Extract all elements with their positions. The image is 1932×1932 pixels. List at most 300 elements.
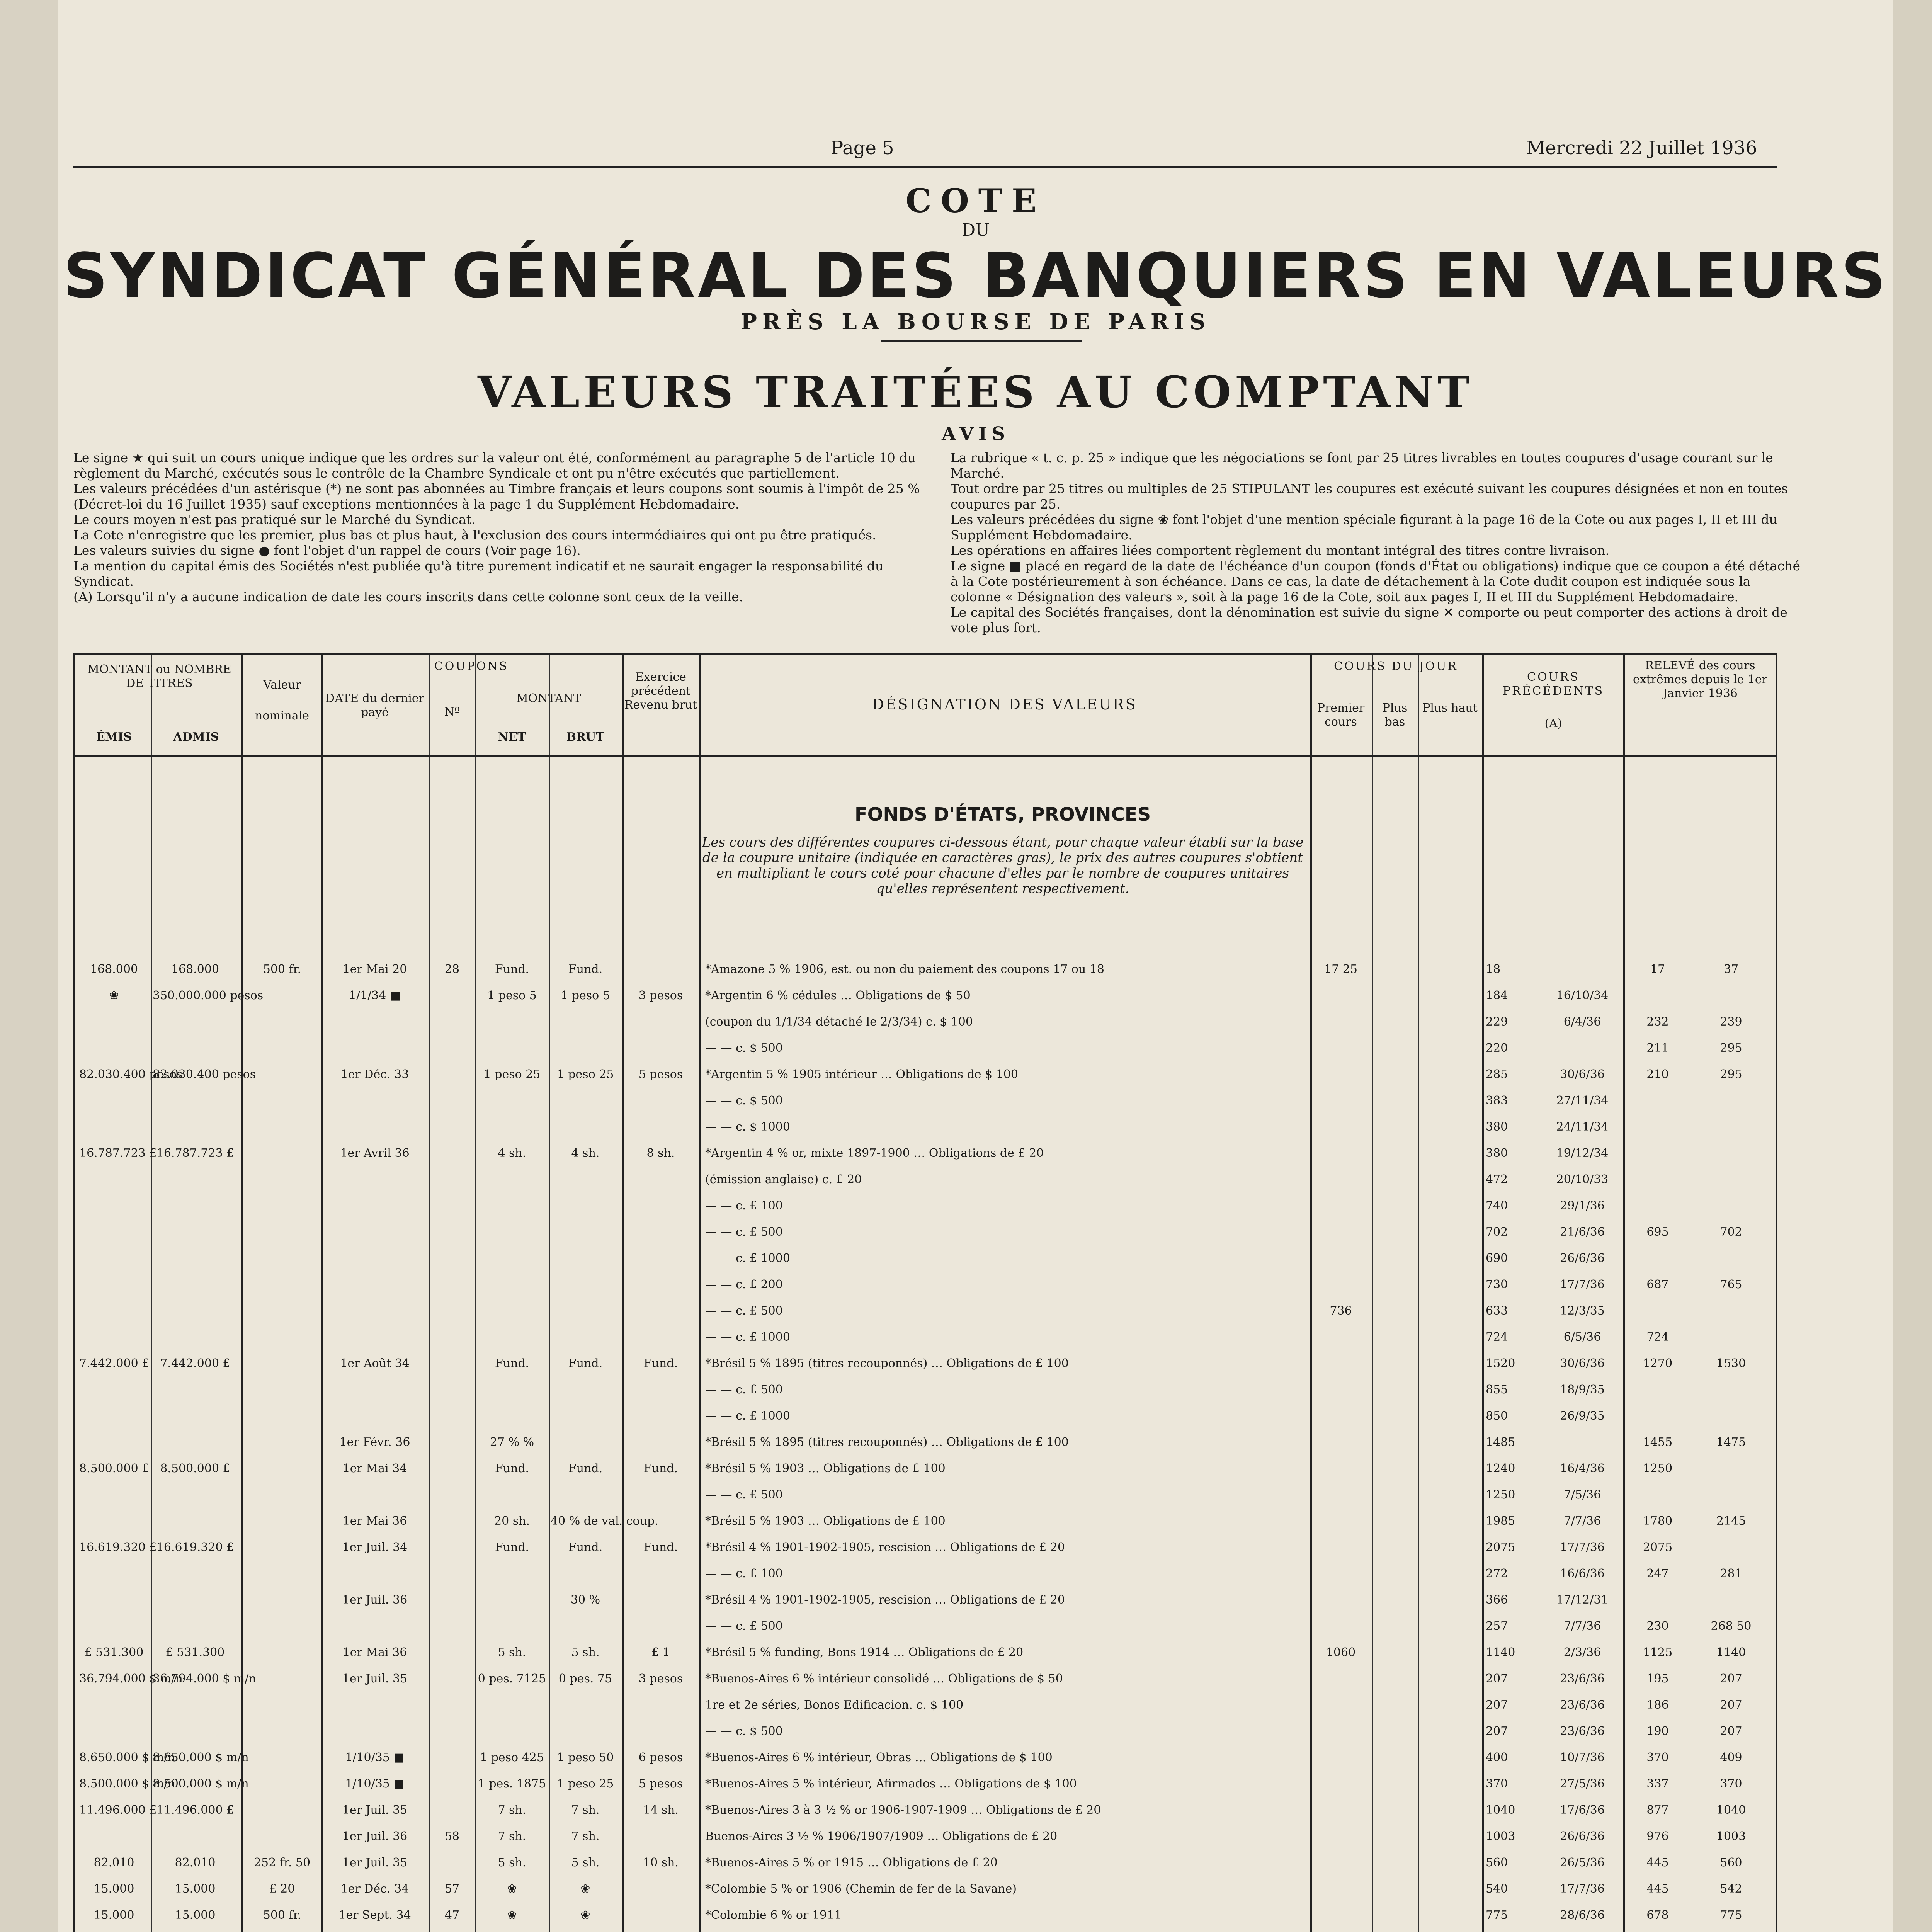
section-heading: VALEURS TRAITÉES AU COMPTANT	[478, 367, 1474, 418]
cell-previous-date: 7/5/36	[1563, 1488, 1601, 1502]
cell-previous-price: 207	[1486, 1725, 1508, 1738]
cell-designation: *Brésil 5 % funding, Bons 1914 … Obligations de £ 20	[705, 1646, 1024, 1659]
cell-range-high: 295	[1720, 1041, 1742, 1055]
cell-previous-date: 26/9/35	[1560, 1409, 1605, 1423]
table-row	[75, 1433, 1776, 1452]
cell-range-high: 207	[1720, 1672, 1742, 1685]
cell-designation: *Brésil 4 % 1901-1902-1905, rescision … Obligations de £ 20	[705, 1541, 1065, 1554]
cell-coupon-net: Fund.	[495, 1462, 529, 1475]
cell-range-low: 247	[1646, 1567, 1669, 1580]
table-row	[75, 1249, 1776, 1268]
cell-coupon-net: 27 % %	[490, 1435, 534, 1449]
cell-coupon-number: 57	[444, 1882, 460, 1896]
cell-previous-date: 21/6/36	[1560, 1225, 1605, 1239]
cell-coupon-net: 1 pes. 1875	[478, 1777, 546, 1791]
newspaper-page	[58, 0, 1893, 1932]
table-row	[75, 1880, 1776, 1898]
cell-coupon-brut: 7 sh.	[571, 1830, 600, 1843]
cell-nominal: £ 20	[269, 1882, 295, 1896]
col-precedents: COURS PRÉCÉDENTS	[1502, 670, 1604, 698]
cell-coupon-date: 1er Juil. 34	[342, 1541, 408, 1554]
avis-left-column	[73, 450, 923, 605]
cell-range-high: 37	[1723, 963, 1739, 976]
cell-coupon-brut: Fund.	[568, 1357, 603, 1370]
table-row	[75, 1538, 1776, 1557]
cell-range-low: 211	[1646, 1041, 1669, 1055]
cell-revenue: 3 pesos	[638, 989, 683, 1002]
cell-coupon-brut: 1 peso 50	[557, 1751, 614, 1764]
col-premier: Premier cours	[1317, 701, 1365, 729]
cell-emis: 82.010	[94, 1856, 134, 1869]
cell-previous-price: 400	[1486, 1751, 1508, 1764]
table-row	[75, 1065, 1776, 1084]
cell-coupon-net: Fund.	[495, 1357, 529, 1370]
cell-previous-date: 27/11/34	[1556, 1094, 1609, 1107]
cell-designation: *Argentin 5 % 1905 intérieur … Obligations de $ 100	[705, 1068, 1018, 1081]
cell-admis: 350.000.000 pesos	[153, 989, 264, 1002]
col-bas: Plus bas	[1382, 701, 1408, 729]
cell-previous-price: 724	[1486, 1330, 1508, 1344]
col-nominale: nominale	[255, 709, 309, 723]
cell-coupon-brut: ❀	[580, 1908, 590, 1922]
quotes-table	[73, 653, 1777, 1932]
masthead-subtitle: PRÈS LA BOURSE DE PARIS	[740, 309, 1211, 335]
table-row	[75, 1617, 1776, 1636]
cell-previous-price: 472	[1486, 1173, 1508, 1186]
cell-previous-price: 1520	[1486, 1357, 1515, 1370]
cell-emis: 8.500.000 $ m/n	[79, 1777, 175, 1791]
cell-coupon-date: 1er Mai 34	[342, 1462, 407, 1475]
cell-range-high: 1140	[1716, 1646, 1746, 1659]
table-row	[75, 1801, 1776, 1820]
cell-revenue: 3 pesos	[638, 1672, 683, 1685]
cell-range-high: 765	[1720, 1278, 1742, 1291]
cell-previous-price: 1003	[1486, 1830, 1515, 1843]
cell-previous-price: 702	[1486, 1225, 1508, 1239]
cell-previous-price: 229	[1486, 1015, 1508, 1029]
table-row	[75, 960, 1776, 979]
cell-previous-date: 2/3/36	[1563, 1646, 1601, 1659]
cell-previous-price: 1140	[1486, 1646, 1515, 1659]
cell-previous-price: 1985	[1486, 1514, 1515, 1528]
cell-previous-date: 30/6/36	[1560, 1357, 1605, 1370]
cell-range-low: 1455	[1643, 1435, 1673, 1449]
cell-designation: 1re et 2e séries, Bonos Edificacion. c. $ 100	[705, 1698, 964, 1712]
cell-previous-date: 17/7/36	[1560, 1278, 1605, 1291]
cell-coupon-date: 1er Mai 36	[342, 1514, 407, 1528]
col-precedents-note: (A)	[1544, 717, 1562, 730]
cell-coupon-brut: Fund.	[568, 1462, 603, 1475]
cell-coupon-net: 7 sh.	[498, 1803, 526, 1817]
cell-coupon-date: 1er Juil. 36	[342, 1830, 408, 1843]
cell-admis: 16.787.723 £	[156, 1146, 234, 1160]
table-row	[75, 1328, 1776, 1347]
col-releve: RELEVÉ des cours extrêmes depuis le 1er Janvier 1936	[1633, 659, 1768, 700]
cell-designation: — — c. $ 1000	[705, 1120, 790, 1134]
table-row	[75, 1512, 1776, 1531]
table-row	[75, 1827, 1776, 1846]
cell-range-high: 268 50	[1711, 1619, 1752, 1633]
cell-previous-date: 16/4/36	[1560, 1462, 1605, 1475]
cell-coupon-net: 4 sh.	[498, 1146, 526, 1160]
cell-designation: *Brésil 5 % 1903 … Obligations de £ 100	[705, 1462, 946, 1475]
cell-range-low: 17	[1650, 963, 1665, 976]
masthead-du: DU	[961, 220, 990, 240]
cell-previous-price: 220	[1486, 1041, 1508, 1055]
cell-revenue: 10 sh.	[643, 1856, 679, 1869]
cell-previous-date: 24/11/34	[1556, 1120, 1609, 1134]
cell-coupon-number: 47	[444, 1908, 460, 1922]
cell-previous-price: 1040	[1486, 1803, 1515, 1817]
col-valeur: Valeur	[263, 678, 301, 692]
cell-designation: — — c. £ 1000	[705, 1330, 790, 1344]
cell-designation: *Colombie 5 % or 1906 (Chemin de fer de la Savane)	[705, 1882, 1017, 1896]
cell-previous-price: 1250	[1486, 1488, 1515, 1502]
cell-coupon-date: 1er Mai 20	[342, 963, 407, 976]
cell-previous-date: 16/10/34	[1556, 989, 1609, 1002]
cell-previous-date: 18/9/35	[1560, 1383, 1605, 1396]
cell-range-low: 445	[1646, 1856, 1669, 1869]
cell-coupon-date: 1er Août 34	[340, 1357, 410, 1370]
col-montant: MONTANT ou NOMBRE DE TITRES	[87, 663, 231, 690]
cell-previous-date: 19/12/34	[1556, 1146, 1609, 1160]
cell-range-high: 1003	[1716, 1830, 1746, 1843]
cell-designation: *Brésil 5 % 1895 (titres recouponnés) … Obligations de £ 100	[705, 1435, 1069, 1449]
cell-range-high: 560	[1720, 1856, 1742, 1869]
cell-previous-price: 690	[1486, 1252, 1508, 1265]
cell-admis: 82.030.400 pesos	[153, 1068, 256, 1081]
col-designation: DÉSIGNATION DES VALEURS	[872, 696, 1137, 713]
cell-designation: *Buenos-Aires 6 % intérieur consolidé … Obligations de $ 50	[705, 1672, 1063, 1685]
cell-coupon-date: 1/1/34 ■	[349, 989, 401, 1002]
cell-designation: — — c. £ 200	[705, 1278, 783, 1291]
cell-coupon-brut: 5 sh.	[571, 1856, 600, 1869]
cell-range-high: 370	[1720, 1777, 1742, 1791]
cell-designation: — — c. £ 500	[705, 1619, 783, 1633]
table-row	[75, 1670, 1776, 1688]
section-title: FONDS D'ÉTATS, PROVINCES	[854, 804, 1151, 825]
cell-revenue: 5 pesos	[638, 1068, 683, 1081]
cell-designation: — — c. £ 1000	[705, 1409, 790, 1423]
avis-paragraph: Le cours moyen n'est pas pratiqué sur le Marché du Syndicat.	[73, 512, 476, 527]
avis-paragraph: Les valeurs suivies du signe ● font l'objet d'un rappel de cours (Voir page 16).	[73, 543, 581, 558]
cell-coupon-brut: ❀	[580, 1882, 590, 1896]
cell-designation: — — c. $ 500	[705, 1725, 783, 1738]
cell-previous-price: 370	[1486, 1777, 1508, 1791]
col-net: NET	[498, 730, 526, 744]
cell-coupon-date: 1er Déc. 33	[340, 1068, 409, 1081]
table-row	[75, 1354, 1776, 1373]
avis-paragraph: Tout ordre par 25 titres ou multiples de 25 STIPULANT les coupures est exécuté suivant les coupures désignées et non en toutes coupures par 25.	[951, 481, 1788, 512]
cell-previous-date: 29/1/36	[1560, 1199, 1605, 1213]
avis-right-column	[951, 450, 1801, 636]
cell-coupon-net: Fund.	[495, 963, 529, 976]
cell-admis: 15.000	[175, 1882, 216, 1896]
masthead-cote: COTE	[905, 182, 1046, 220]
cell-range-low: 190	[1646, 1725, 1669, 1738]
cell-range-high: 775	[1720, 1908, 1742, 1922]
cell-emis: ❀	[109, 989, 119, 1002]
cell-coupon-net: 1 peso 425	[480, 1751, 544, 1764]
cell-previous-date: 10/7/36	[1560, 1751, 1605, 1764]
avis-paragraph: La mention du capital émis des Sociétés n'est publiée qu'à titre purement indicatif et ne saurait engager la responsabilité du Syndicat.	[73, 558, 884, 589]
cell-coupon-date: 1er Févr. 36	[339, 1435, 410, 1449]
cell-revenue: Fund.	[643, 1462, 678, 1475]
cell-admis: £ 531.300	[165, 1646, 225, 1659]
cell-designation: *Buenos-Aires 5 % intérieur, Afirmados … Obligations de $ 100	[705, 1777, 1077, 1791]
header-rule	[73, 166, 1777, 168]
cell-previous-price: 184	[1486, 989, 1508, 1002]
table-row	[75, 1092, 1776, 1110]
cell-coupon-date: 1er Avril 36	[340, 1146, 410, 1160]
cell-range-high: 239	[1720, 1015, 1742, 1029]
col-coupons: COUPONS	[434, 660, 509, 673]
table-row	[75, 1459, 1776, 1478]
cell-previous-price: 730	[1486, 1278, 1508, 1291]
masthead-title: SYNDICAT GÉNÉRAL DES BANQUIERS EN VALEURS	[63, 240, 1888, 312]
section-intro: Les cours des différentes coupures ci-dessous étant, pour chaque valeur établi sur la base de la coupure unitaire (indiquée en caractères gras), le prix des autres coupures s'obtient en multipliant le cours coté pour chacune d'elles par le nombre de coupures unitaires qu'elles représentent respectivement.	[702, 835, 1304, 896]
cell-admis: 8.500.000 £	[160, 1462, 230, 1475]
cell-range-high: 295	[1720, 1068, 1742, 1081]
cell-coupon-net: 0 pes. 7125	[478, 1672, 546, 1685]
cell-range-low: 1250	[1643, 1462, 1673, 1475]
cell-admis: 11.496.000 £	[156, 1803, 234, 1817]
cell-range-high: 409	[1720, 1751, 1742, 1764]
cell-first-price: 17 25	[1324, 963, 1357, 976]
avis-paragraph: Le signe ★ qui suit un cours unique indique que les ordres sur la valeur ont été, conformément au paragraphe 5 de l'article 10 du règlement du Marché, exécutés sous le contrôle de la Chambre Syndicale et ont pu n'être exécutés que partiellement.	[73, 450, 916, 481]
cell-admis: 36.794.000 $ m/n	[153, 1672, 256, 1685]
cell-previous-price: 855	[1486, 1383, 1508, 1396]
cell-revenue: 5 pesos	[638, 1777, 683, 1791]
cell-revenue: 6 pesos	[638, 1751, 683, 1764]
cell-range-high: 281	[1720, 1567, 1742, 1580]
cell-designation: — — c. $ 500	[705, 1041, 783, 1055]
cell-admis: 8.500.000 $ m/n	[153, 1777, 249, 1791]
table-row	[75, 1775, 1776, 1793]
cell-coupon-brut: 1 peso 25	[557, 1068, 614, 1081]
cell-emis: 16.619.320 £	[79, 1541, 157, 1554]
cell-range-low: 370	[1646, 1751, 1669, 1764]
cell-coupon-brut: 30 %	[570, 1593, 600, 1607]
cell-previous-price: 1485	[1486, 1435, 1515, 1449]
avis-paragraph: Les opérations en affaires liées comportent règlement du montant intégral des titres contre livraison.	[951, 543, 1609, 558]
cell-coupon-net: 5 sh.	[498, 1646, 526, 1659]
cell-range-low: 1125	[1643, 1646, 1673, 1659]
table-row	[75, 1748, 1776, 1767]
cell-range-low: 695	[1646, 1225, 1669, 1239]
header-separator	[75, 755, 1776, 757]
scan-left-margin	[0, 0, 58, 1932]
cell-nominal: 500 fr.	[263, 1908, 301, 1922]
cell-range-high: 1040	[1716, 1803, 1746, 1817]
cell-range-low: 678	[1646, 1908, 1669, 1922]
cell-range-high: 542	[1720, 1882, 1742, 1896]
cell-previous-date: 17/6/36	[1560, 1803, 1605, 1817]
cell-coupon-date: 1er Sept. 34	[338, 1908, 411, 1922]
cell-previous-price: 366	[1486, 1593, 1508, 1607]
table-row	[75, 1118, 1776, 1136]
cell-coupon-date: 1er Juil. 36	[342, 1593, 408, 1607]
table-row	[75, 1144, 1776, 1163]
cell-previous-price: 1240	[1486, 1462, 1515, 1475]
cell-previous-date: 17/12/31	[1556, 1593, 1609, 1607]
cell-coupon-net: 7 sh.	[498, 1830, 526, 1843]
cell-coupon-net: ❀	[507, 1882, 517, 1896]
cell-designation: Buenos-Aires 3 ½ % 1906/1907/1909 … Obligations de £ 20	[705, 1830, 1058, 1843]
cell-range-high: 207	[1720, 1725, 1742, 1738]
table-row	[75, 1170, 1776, 1189]
cell-designation: — — c. £ 500	[705, 1225, 783, 1239]
table-row	[75, 1486, 1776, 1504]
cell-range-low: 724	[1646, 1330, 1669, 1344]
cell-range-low: 230	[1646, 1619, 1669, 1633]
cell-nominal: 252 fr. 50	[253, 1856, 311, 1869]
cell-admis: 168.000	[171, 963, 219, 976]
cell-previous-date: 30/6/36	[1560, 1068, 1605, 1081]
cell-nominal: 500 fr.	[263, 963, 301, 976]
cell-range-high: 702	[1720, 1225, 1742, 1239]
cell-designation: *Buenos-Aires 3 à 3 ½ % or 1906-1907-1909 … Obligations de £ 20	[705, 1803, 1101, 1817]
cell-designation: — — c. £ 100	[705, 1199, 783, 1213]
cell-range-high: 1475	[1716, 1435, 1746, 1449]
cell-previous-date: 27/5/36	[1560, 1777, 1605, 1791]
cell-previous-date: 16/6/36	[1560, 1567, 1605, 1580]
cell-coupon-net: 5 sh.	[498, 1856, 526, 1869]
cell-admis: 16.619.320 £	[156, 1541, 234, 1554]
table-row	[75, 1591, 1776, 1609]
cell-coupon-date: 1/10/35 ■	[345, 1777, 405, 1791]
cell-admis: 7.442.000 £	[160, 1357, 230, 1370]
cell-revenue: 14 sh.	[643, 1803, 679, 1817]
table-row	[75, 1407, 1776, 1425]
cell-previous-date: 23/6/36	[1560, 1725, 1605, 1738]
col-emis: ÉMIS	[96, 730, 132, 744]
cell-previous-price: 207	[1486, 1698, 1508, 1712]
cell-coupon-date: 1/10/35 ■	[345, 1751, 405, 1764]
cell-revenue: £ 1	[651, 1646, 670, 1659]
cell-admis: 15.000	[175, 1908, 216, 1922]
cell-previous-price: 272	[1486, 1567, 1508, 1580]
cell-admis: 82.010	[175, 1856, 216, 1869]
cell-designation: *Brésil 5 % 1903 … Obligations de £ 100	[705, 1514, 946, 1528]
cell-coupon-net: 1 peso 25	[483, 1068, 541, 1081]
cell-coupon-date: 1er Déc. 34	[340, 1882, 409, 1896]
cell-previous-date: 17/7/36	[1560, 1541, 1605, 1554]
cell-emis: £ 531.300	[84, 1646, 144, 1659]
cell-previous-price: 775	[1486, 1908, 1508, 1922]
cell-previous-price: 207	[1486, 1672, 1508, 1685]
col-montant-coupon: MONTANT	[516, 692, 581, 705]
cell-designation: — — c. £ 500	[705, 1383, 783, 1396]
cell-emis: 15.000	[94, 1908, 134, 1922]
cell-emis: 82.030.400 pesos	[79, 1068, 183, 1081]
masthead-rule	[881, 340, 1082, 342]
cell-range-low: 232	[1646, 1015, 1669, 1029]
cell-emis: 36.794.000 $ m/n	[79, 1672, 183, 1685]
cell-range-high: 207	[1720, 1698, 1742, 1712]
cell-designation: *Argentin 6 % cédules … Obligations de $ 50	[705, 989, 971, 1002]
cell-previous-price: 740	[1486, 1199, 1508, 1213]
avis-paragraph: Les valeurs précédées d'un astérisque (*) ne sont pas abonnées au Timbre français et leurs coupons sont soumis à l'impôt de 25 % (Décret-loi du 16 Juillet 1935) sauf exceptions mentionnées à la page 1 du Supplément Hebdomadaire.	[73, 481, 920, 512]
cell-previous-date: 20/10/33	[1556, 1173, 1609, 1186]
avis-heading: AVIS	[941, 423, 1010, 445]
cell-designation: *Argentin 4 % or, mixte 1897-1900 … Obligations de £ 20	[705, 1146, 1044, 1160]
cell-previous-price: 383	[1486, 1094, 1508, 1107]
cell-emis: 168.000	[90, 963, 138, 976]
table-row	[75, 1223, 1776, 1242]
col-admis: ADMIS	[173, 730, 219, 744]
cell-revenue: Fund.	[643, 1541, 678, 1554]
cell-designation: *Buenos-Aires 6 % intérieur, Obras … Obligations de $ 100	[705, 1751, 1053, 1764]
cell-previous-price: 18	[1486, 963, 1501, 976]
table-row	[75, 1381, 1776, 1399]
cell-designation: — — c. £ 1000	[705, 1252, 790, 1265]
avis-paragraph: Le capital des Sociétés françaises, dont la dénomination est suivie du signe ✕ comporte ou peut comporter des actions à droit de vote plus fort.	[951, 605, 1787, 635]
cell-designation: *Amazone 5 % 1906, est. ou non du paiement des coupons 17 ou 18	[705, 963, 1105, 976]
avis-paragraph: Le signe ■ placé en regard de la date de l'échéance d'un coupon (fonds d'État ou obligations) indique que ce coupon a été détaché à la Cote postérieurement à son échéance. Dans ce cas, la date de détachement à la Cote dudit coupon est indiquée sous la colonne « Désignation des valeurs », soit à la page 16 de la Cote, soit aux pages I, II et III du Supplément Hebdomadaire.	[951, 558, 1800, 604]
cell-emis: 16.787.723 £	[79, 1146, 157, 1160]
cell-revenue: 8 sh.	[646, 1146, 675, 1160]
cell-designation: (coupon du 1/1/34 détaché le 2/3/34) c. $ 100	[705, 1015, 973, 1029]
cell-previous-date: 7/7/36	[1563, 1514, 1601, 1528]
cell-coupon-net: 20 sh.	[494, 1514, 530, 1528]
cell-designation: *Colombie 6 % or 1911	[705, 1908, 842, 1922]
table-row	[75, 1906, 1776, 1925]
cell-previous-price: 560	[1486, 1856, 1508, 1869]
cell-coupon-brut: 1 peso 5	[561, 989, 610, 1002]
table-row	[75, 1722, 1776, 1741]
table-row	[75, 1643, 1776, 1662]
cell-range-low: 186	[1646, 1698, 1669, 1712]
cell-designation: — — c. $ 500	[705, 1094, 783, 1107]
cell-previous-price: 850	[1486, 1409, 1508, 1423]
cell-range-low: 195	[1646, 1672, 1669, 1685]
cell-designation: (émission anglaise) c. £ 20	[705, 1173, 862, 1186]
cell-coupon-net: ❀	[507, 1908, 517, 1922]
cell-coupon-brut: 40 % de val. coup.	[551, 1514, 658, 1528]
cell-coupon-brut: 1 peso 25	[557, 1777, 614, 1791]
table-row	[75, 986, 1776, 1005]
cell-coupon-date: 1er Juil. 35	[342, 1803, 408, 1817]
cell-previous-date: 26/5/36	[1560, 1856, 1605, 1869]
cell-admis: 8.650.000 $ m/n	[153, 1751, 249, 1764]
cell-range-low: 877	[1646, 1803, 1669, 1817]
table-row	[75, 1854, 1776, 1872]
cell-range-low: 445	[1646, 1882, 1669, 1896]
avis-paragraph: La rubrique « t. c. p. 25 » indique que les négociations se font par 25 titres livrables en toutes coupures d'usage courant sur le Marché.	[951, 450, 1773, 481]
cell-previous-date: 12/3/35	[1560, 1304, 1605, 1318]
table-row	[75, 1013, 1776, 1031]
col-numero: Nº	[444, 705, 460, 719]
cell-coupon-net: Fund.	[495, 1541, 529, 1554]
table-row	[75, 1696, 1776, 1714]
cell-range-high: 2145	[1716, 1514, 1746, 1528]
cell-emis: 7.442.000 £	[79, 1357, 150, 1370]
table-row	[75, 1276, 1776, 1294]
avis-paragraph: Les valeurs précédées du signe ❀ font l'objet d'une mention spéciale figurant à la page 16 de la Cote ou aux pages I, II et III du Supplément Hebdomadaire.	[951, 512, 1777, 543]
cell-coupon-brut: 5 sh.	[571, 1646, 600, 1659]
cell-designation: — — c. £ 500	[705, 1488, 783, 1502]
cell-emis: 15.000	[94, 1882, 134, 1896]
cell-previous-date: 23/6/36	[1560, 1698, 1605, 1712]
cell-coupon-number: 28	[444, 963, 460, 976]
cell-range-low: 2075	[1643, 1541, 1673, 1554]
col-haut: Plus haut	[1422, 701, 1478, 715]
table-row	[75, 1197, 1776, 1215]
cell-designation: — — c. £ 500	[705, 1304, 783, 1318]
cell-previous-date: 26/6/36	[1560, 1252, 1605, 1265]
table-row	[75, 1565, 1776, 1583]
